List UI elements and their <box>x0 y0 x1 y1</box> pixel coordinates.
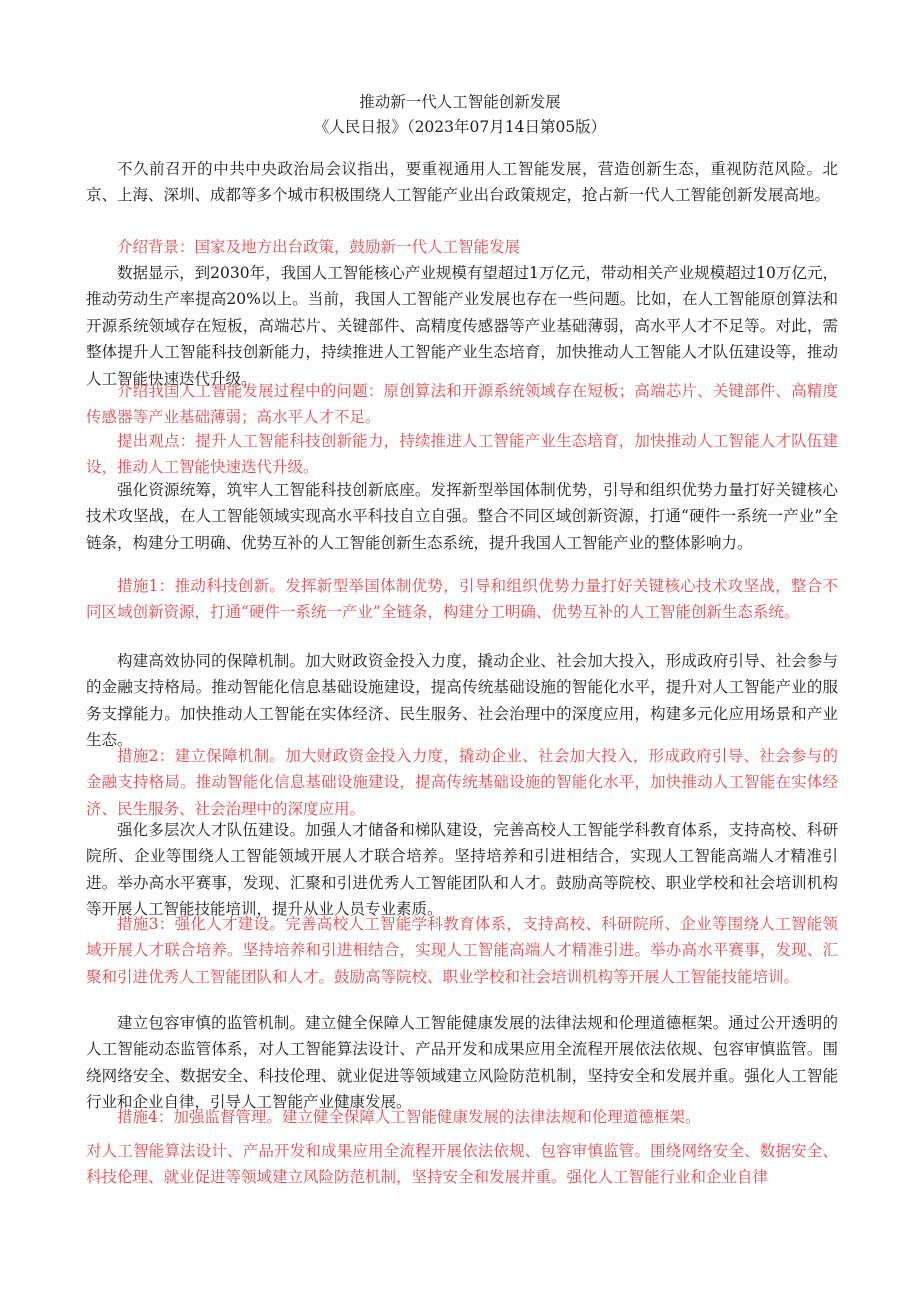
annotation-problems: 介绍我国人工智能发展过程中的问题：原创算法和开源系统领域存在短板；高端芯片、关键部件、高精度传感器等产业基础薄弱；高水平人才不足。 <box>86 382 838 427</box>
paragraph-regulation: 建立包容审慎的监管机制。建立健全保障人工智能健康发展的法律法规和伦理道德框架。通过公开透明的人工智能动态监管体系，对人工智能算法设计、产品开发和成果应用全流程开展依法依规、包容审慎监管。围绕网络安全、数据安全、科技伦理、就业促进等领域建立风险防范机制，坚持安全和发展并重。强化人工智能行业和企业自律，引导人工智能产业健康发展。 <box>86 1014 838 1112</box>
document-title: 推动新一代人工智能创新发展 <box>359 93 561 111</box>
document-subtitle: 《人民日报》（2023年07月14日第05版） <box>313 118 607 136</box>
paragraph-intro: 不久前召开的中共中央政治局会议指出，要重视通用人工智能发展，营造创新生态，重视防范风险。北京、上海、深圳、成都等多个城市积极围绕人工智能产业出台政策规定，抢占新一代人工智能创新发展高地。 <box>86 160 838 205</box>
annotation-measure-4-continued: 对人工智能算法设计、产品开发和成果应用全流程开展依法依规、包容审慎监管。围绕网络安全、数据安全、科技伦理、就业促进等领域建立风险防范机制，坚持安全和发展并重。强化人工智能行业和企业自律 <box>86 1142 838 1187</box>
annotation-measure-3: 措施3：强化人才建设。完善高校人工智能学科教育体系，支持高校、科研院所、企业等围绕人工智能领域开展人才联合培养。坚持培养和引进相结合，实现人工智能高端人才精准引进。举办高水平赛事，发现、汇聚和引进优秀人工智能团队和人才。鼓励高等院校、职业学校和社会培训机构等开展人工智能技能培训。 <box>86 915 838 986</box>
annotation-viewpoint: 提出观点：提升人工智能科技创新能力，持续推进人工智能产业生态培育，加快推动人工智能人才队伍建设，推动人工智能快速迭代升级。 <box>86 432 838 477</box>
paragraph-talent: 强化多层次人才队伍建设。加强人才储备和梯队建设，完善高校人工智能学科教育体系，支持高校、科研院所、企业等围绕人工智能领域开展人才联合培养。坚持培养和引进相结合，实现人工智能高端人才精准引进。举办高水平赛事，发现、汇聚和引进优秀人工智能团队和人才。鼓励高等院校、职业学校和社会培训机构等开展人工智能技能培训，提升从业人员专业素质。 <box>86 821 838 919</box>
paragraph-data: 数据显示，到2030年，我国人工智能核心产业规模有望超过1万亿元，带动相关产业规模超过10万亿元，推动劳动生产率提高20%以上。当前，我国人工智能产业发展也存在一些问题。比如，在人工智能原创算法和开源系统领域存在短板，高端芯片、关键部件、高精度传感器等产业基础薄弱，高水平人才不足等。对此，需整体提升人工智能科技创新能力，持续推进人工智能产业生态培育，加快推动人工智能人才队伍建设等，推动人工智能快速迭代升级。 <box>86 264 838 388</box>
annotation-background: 介绍背景：国家及地方出台政策，鼓励新一代人工智能发展 <box>117 238 521 256</box>
annotation-measure-1: 措施1：推动科技创新。发挥新型举国体制优势，引导和组织优势力量打好关键核心技术攻坚战，整合不同区域创新资源，打通“硬件一系统一产业”全链条，构建分工明确、优势互补的人工智能创新生态系统。 <box>86 577 838 622</box>
annotation-measure-4: 措施4：加强监督管理。建立健全保障人工智能健康发展的法律法规和伦理道德框架。 <box>117 1108 701 1126</box>
paragraph-resources: 强化资源统筹，筑牢人工智能科技创新底座。发挥新型举国体制优势，引导和组织优势力量打好关键核心技术攻坚战，在人工智能领域实现高水平科技自立自强。整合不同区域创新资源，打通“硬件一系统一产业”全链条，构建分工明确、优势互补的人工智能创新生态系统，提升我国人工智能产业的整体影响力。 <box>86 481 838 552</box>
paragraph-mechanism: 构建高效协同的保障机制。加大财政资金投入力度，撬动企业、社会加大投入，形成政府引导、社会参与的金融支持格局。推动智能化信息基础设施建设，提高传统基础设施的智能化水平，提升对人工智能产业的服务支撑能力。加快推动人工智能在实体经济、民生服务、社会治理中的深度应用，构建多元化应用场景和产业生态。 <box>86 652 838 750</box>
annotation-measure-2: 措施2：建立保障机制。加大财政资金投入力度，撬动企业、社会加大投入，形成政府引导、社会参与的金融支持格局。推动智能化信息基础设施建设，提高传统基础设施的智能化水平，加快推动人工智能在实体经济、民生服务、社会治理中的深度应用。 <box>86 747 838 818</box>
